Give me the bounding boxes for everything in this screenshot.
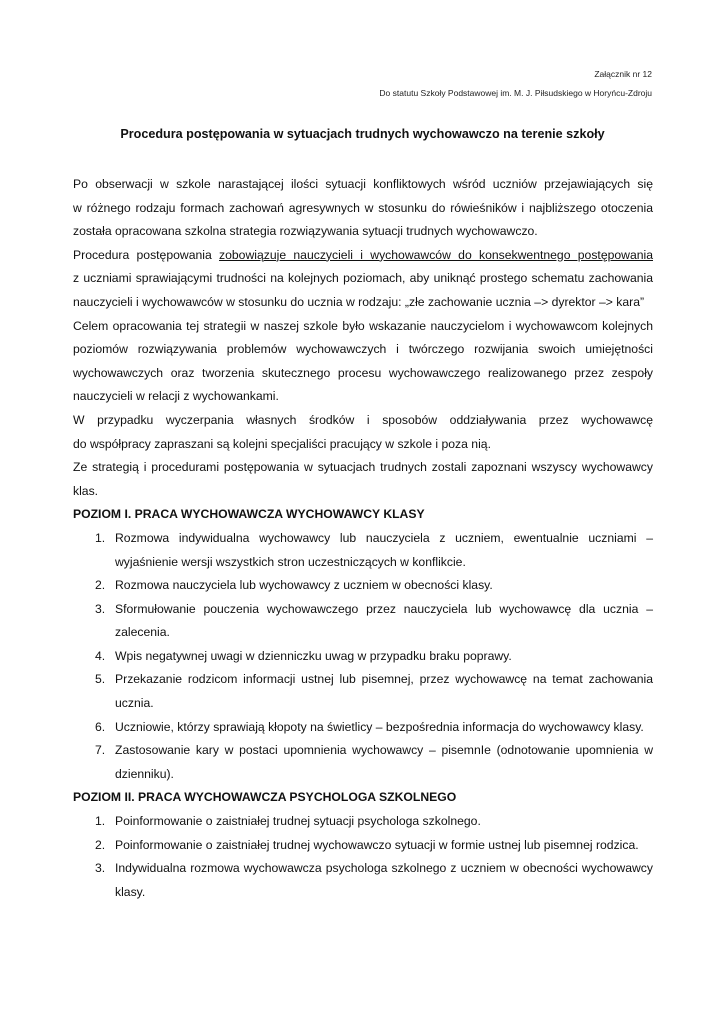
text-line: nauczycieli i wychowawców w stosunku do ucznia w rodzaju: „złe zachowanie ucznia –> dyrektor –> kara” — [73, 294, 645, 309]
text-line: w różnego rodzaju formach zachowań agresywnych w stosunku do rówieśników i najbliższego otoczenia — [73, 200, 653, 215]
item-number: 3. — [95, 861, 106, 876]
item-text: Rozmowa nauczyciela lub wychowawcy z uczniem w obecności klasy. — [115, 578, 493, 593]
text-line: Celem opracowania tej strategii w naszej szkole było wskazanie nauczycielom i wychowawcom kolejnych — [73, 318, 653, 333]
item-number: 7. — [95, 743, 106, 758]
item-number: 2. — [95, 837, 106, 852]
item-number: 4. — [95, 648, 106, 663]
underlined-obligation: zobowiązuje nauczycieli i wychowawców do konsekwentnego postępowania — [219, 247, 653, 262]
level-2-list — [73, 810, 653, 904]
list-item — [73, 810, 653, 834]
item-number: 5. — [95, 672, 106, 687]
item-number: 3. — [95, 601, 106, 616]
level-2-heading: POZIOM II. PRACA WYCHOWAWCZA PSYCHOLOGA SZKOLNEGO — [73, 790, 457, 805]
list-item — [73, 834, 653, 858]
document-body — [73, 173, 653, 904]
text-line: nauczycieli w relacji z wychowankami. — [73, 389, 279, 404]
list-item — [73, 857, 653, 904]
intro-paragraph-5 — [73, 456, 653, 503]
item-text: Poinformowanie o zaistniałej trudnej wychowawczo sytuacji w formie ustnej lub pisemnej rodzica. — [115, 837, 639, 852]
list-item — [73, 598, 653, 645]
text-line: Ze strategią i procedurami postępowania w sytuacjach trudnych zostali zapoznani wszyscy wychowawcy — [73, 460, 653, 475]
item-text: Indywidualna rozmowa wychowawcza psychologa szkolnego z uczniem w obecności wychowawcy — [115, 861, 653, 876]
intro-paragraph-1 — [73, 173, 653, 244]
text-line: poziomów rozwiązywania problemów wychowawczych i twórczego rozwijania swoich umiejętności — [73, 342, 653, 357]
item-text: Uczniowie, którzy sprawiają kłopoty na świetlicy – bezpośrednia informacja do wychowawcy klasy. — [115, 719, 644, 734]
item-text: Rozmowa indywidualna wychowawcy lub nauczyciela z uczniem, ewentualnie uczniami – — [115, 530, 653, 545]
item-number: 1. — [95, 814, 106, 829]
text-line: wychowawczych oraz tworzenia skutecznego procesu wychowawczego realizowanego przez zespoły — [73, 365, 653, 380]
list-item — [73, 645, 653, 669]
text-line: Po obserwacji w szkole narastającej ilości sytuacji konfliktowych wśród uczniów przejawiających się — [73, 177, 653, 191]
item-text: Wpis negatywnej uwagi w dzienniczku uwag w przypadku braku poprawy. — [115, 648, 512, 663]
item-text-continued: klasy. — [115, 884, 146, 899]
intro-paragraph-3 — [73, 315, 653, 409]
text-line: została opracowana szkolna strategia rozwiązywania sytuacji trudnych wychowawczo. — [73, 224, 538, 239]
item-number: 6. — [95, 719, 106, 734]
list-item — [73, 716, 653, 740]
text-line: z uczniami sprawiającymi trudności na kolejnych poziomach, aby uniknąć prostego schematu zachowania — [73, 271, 653, 286]
text-line — [73, 244, 653, 268]
annex-number: Załącznik nr 12 — [594, 69, 652, 79]
item-number: 2. — [95, 578, 106, 593]
item-text-continued: dzienniku). — [115, 766, 174, 781]
document-title: Procedura postępowania w sytuacjach trudnych wychowawczo na terenie szkoły — [120, 127, 605, 141]
text-line: klas. — [73, 483, 99, 498]
intro-paragraph-2 — [73, 244, 653, 315]
item-text: Przekazanie rodzicom informacji ustnej lub pisemnej, przez wychowawcę na temat zachowania — [115, 672, 653, 687]
intro-paragraph-4 — [73, 409, 653, 456]
statute-reference: Do statutu Szkoły Podstawowej im. M. J. Piłsudskiego w Horyńcu-Zdroju — [379, 88, 652, 98]
list-item — [73, 668, 653, 715]
list-item — [73, 527, 653, 574]
item-number: 1. — [95, 530, 106, 545]
item-text-continued: wyjaśnienie wersji wszystkich stron uczestniczących w konflikcie. — [115, 554, 466, 569]
text-line: do współpracy zapraszani są kolejni specjaliści pracujący w szkole i poza nią. — [73, 436, 491, 451]
item-text: Sformułowanie pouczenia wychowawczego przez nauczyciela lub wychowawcę dla ucznia – — [115, 601, 653, 616]
level-1-heading: POZIOM I. PRACA WYCHOWAWCZA WYCHOWAWCY KLASY — [73, 507, 425, 522]
item-text: Zastosowanie kary w postaci upomnienia wychowawcy – pisemnIe (odnotowanie upomnienia w — [115, 743, 653, 758]
list-item — [73, 574, 653, 598]
list-item — [73, 739, 653, 786]
text-fragment: Procedura postępowania — [73, 247, 220, 262]
level-1-list — [73, 527, 653, 787]
text-line: W przypadku wyczerpania własnych środków i sposobów oddziaływania przez wychowawcę — [73, 412, 653, 427]
item-text-continued: zalecenia. — [115, 625, 170, 640]
item-text: Poinformowanie o zaistniałej trudnej sytuacji psychologa szkolnego. — [115, 814, 481, 829]
item-text-continued: ucznia. — [115, 696, 154, 711]
